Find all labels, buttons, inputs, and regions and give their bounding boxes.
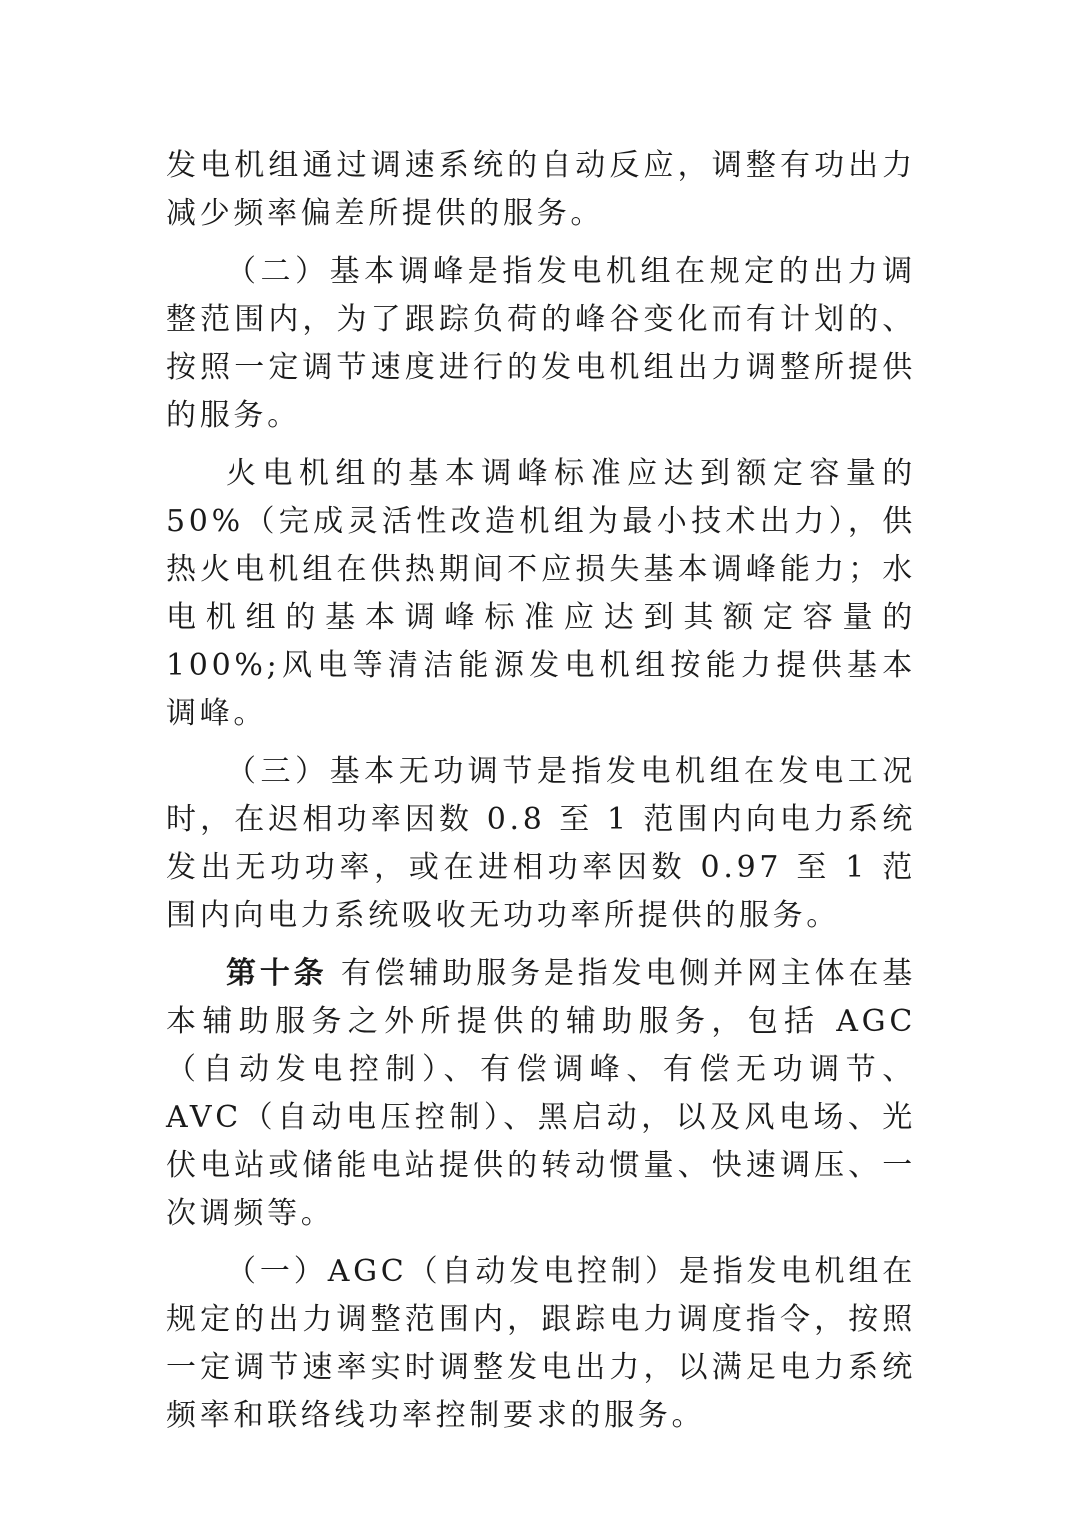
- paragraph-basic-reactive-regulation: （三）基本无功调节是指发电机组在发电工况时，在迟相功率因数 0.8 至 1 范围内向电力系统发出无功功率，或在进相功率因数 0.97 至 1 范围内向电力系统吸收无功功率所提供的服务。: [166, 754, 916, 933]
- article-body: 有偿辅助服务是指发电侧并网主体在基本辅助服务之外所提供的辅助服务，包括 AGC（自动发电控制）、有偿调峰、有偿无功调节、AVC（自动电压控制）、黑启动，以及风电场、光伏电站或储能电站提供的转动惯量、快速调压、一次调频等。: [166, 956, 916, 1231]
- paragraph-continuation: 发电机组通过调速系统的自动反应，调整有功出力减少频率偏差所提供的服务。: [166, 148, 916, 231]
- paragraph-article-ten: [166, 950, 916, 1238]
- document-page: [166, 142, 916, 1450]
- paragraph-peak-regulation-standard: 火电机组的基本调峰标准应达到额定容量的50%（完成灵活性改造机组为最小技术出力），供热火电机组在供热期间不应损失基本调峰能力；水电机组的基本调峰标准应达到其额定容量的100%;风电等清洁能源发电机组按能力提供基本调峰。: [166, 456, 916, 731]
- article-heading: 第十条: [226, 956, 328, 991]
- paragraph-agc: （一）AGC（自动发电控制）是指发电机组在规定的出力调整范围内，跟踪电力调度指令，按照一定调节速率实时调整发电出力，以满足电力系统频率和联络线功率控制要求的服务。: [166, 1254, 916, 1433]
- paragraph-basic-peak-regulation: （二）基本调峰是指发电机组在规定的出力调整范围内，为了跟踪负荷的峰谷变化而有计划的、按照一定调节速度进行的发电机组出力调整所提供的服务。: [166, 254, 916, 433]
